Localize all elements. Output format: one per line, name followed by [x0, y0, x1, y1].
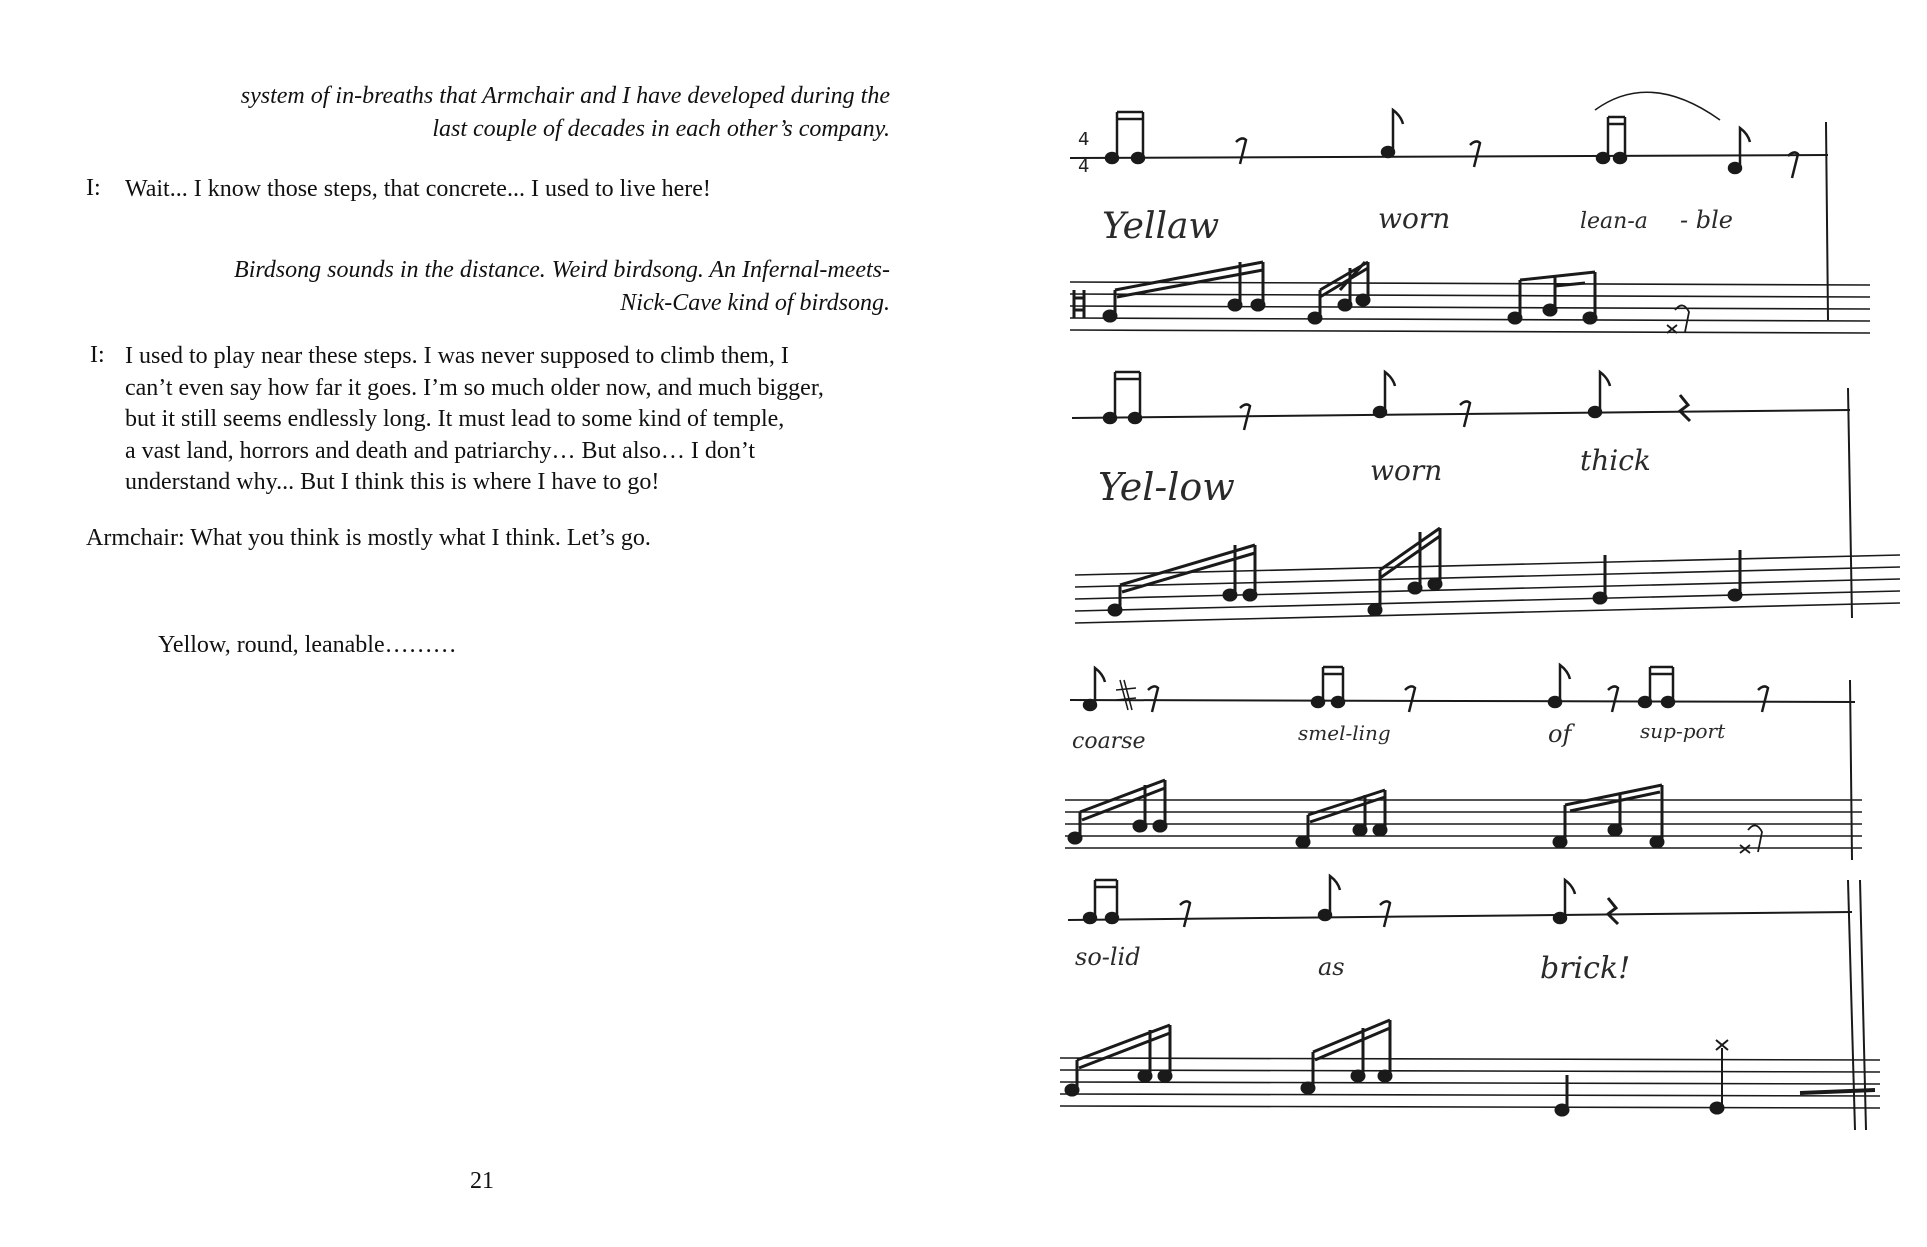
dialogue-line: can’t even say how far it goes. I’m so much older now, and much bigger,	[125, 374, 824, 401]
lyric-word: Yellaw	[1102, 206, 1220, 247]
lyric-word: thick	[1580, 444, 1651, 477]
dialogue-line: but it still seems endlessly long. It must lead to some kind of temple,	[125, 406, 785, 432]
lyric-word: - ble	[1680, 206, 1733, 234]
page-number: 21	[470, 1168, 494, 1194]
lyric-word: Yel-low	[1098, 465, 1235, 509]
dialogue-line: I used to play near these steps. I was never supposed to climb them, I	[125, 343, 789, 369]
lyric-word: as	[1318, 953, 1345, 981]
closing-line: Yellow, round, leanable………	[158, 632, 457, 658]
lyric-word: smel-ling	[1298, 721, 1391, 745]
speaker-label: I:	[86, 175, 101, 201]
dialogue-line: Armchair: What you think is mostly what I think. Let’s go.	[86, 525, 651, 551]
stage-direction-2	[160, 254, 890, 320]
stage-direction-1	[160, 80, 890, 146]
lyric-word: so-lid	[1075, 943, 1141, 971]
stage-direction-1-line-2: last couple of decades in each other’s company.	[432, 116, 890, 142]
stage-direction-2-line-1: Birdsong sounds in the distance. Weird birdsong. An Infernal-meets-	[234, 257, 890, 283]
lyric-word: sup-port	[1640, 719, 1726, 743]
dialogue-line: a vast land, horrors and death and patriarchy… But also… I don’t	[125, 437, 756, 464]
lyric-word: worn	[1378, 202, 1451, 235]
stage-direction-1-line-1: system of in-breaths that Armchair and I have developed during the	[240, 83, 890, 109]
dialogue-line: Wait... I know those steps, that concrete... I used to live here!	[125, 176, 711, 202]
time-signature-bottom: 4	[1078, 156, 1090, 177]
lyric-word: brick!	[1540, 951, 1631, 986]
right-page	[1040, 0, 1927, 1247]
score-system-2	[1072, 372, 1900, 623]
score-system-3	[1065, 665, 1862, 860]
dialogue-line: understand why... But I think this is where I have to go!	[125, 469, 660, 495]
speaker-label: I:	[90, 342, 105, 368]
dialogue-block	[125, 341, 824, 499]
score-system-1	[1070, 92, 1870, 333]
lyric-word: worn	[1370, 454, 1443, 487]
handwritten-score	[1040, 0, 1927, 1247]
time-signature-top: 4	[1078, 129, 1090, 150]
lyric-word: coarse	[1072, 729, 1146, 754]
stage-direction-2-line-2: Nick-Cave kind of birdsong.	[620, 290, 890, 316]
left-page	[0, 0, 960, 1247]
lyric-word: of	[1548, 720, 1572, 748]
score-system-4	[1060, 876, 1880, 1130]
lyric-word: lean-a	[1580, 209, 1648, 234]
